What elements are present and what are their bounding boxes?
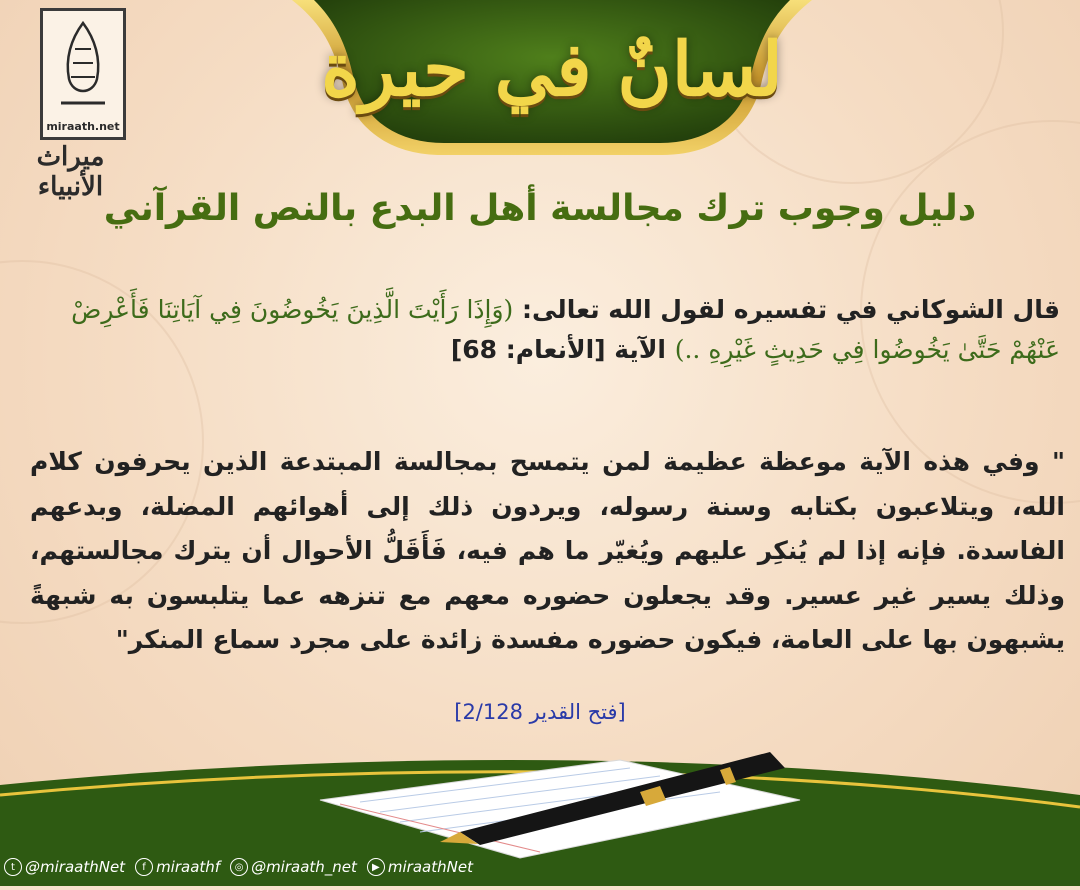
social-links xyxy=(0,852,473,882)
logo-frame xyxy=(40,8,126,140)
social-facebook[interactable] xyxy=(135,858,220,876)
youtube-icon: ▶ xyxy=(367,858,385,876)
paper-and-pen-icon xyxy=(300,740,820,860)
social-youtube[interactable] xyxy=(367,858,473,876)
header-title: لسانٌ في حيرة xyxy=(321,27,783,113)
commentary-text: " وفي هذه الآية موعظة عظيمة لمن يتمسح بمجالسة المبتدعة الذين يحرفون كلام الله، ويتلاعبون بكتابه وسنة رسوله، ويردون ذلك إلى أهوائهم المضلة، وبدعهم الفاسدة. فإنه إذا لم يُنكِر عليهم ويُغيّر ما هم فيه، فَأَقَلُّ الأحوال أن يترك مجالستهم، وذلك يسير غير عسير. وقد يجعلون حضوره معهم مع تنزهه عما يتلبسون به شبهةً يشبهون بها على العامة، فيكون حضوره مفسدة زائدة على مجرد سماع المنكر" xyxy=(30,447,1065,654)
quote-intro: قال الشوكاني في تفسيره لقول الله تعالى: xyxy=(513,295,1060,324)
calligraphy-emblem-icon xyxy=(51,19,115,111)
header-badge xyxy=(292,0,812,160)
quote-block xyxy=(30,290,1060,370)
page-title: دليل وجوب ترك مجالسة أهل البدع بالنص القرآني xyxy=(103,188,977,229)
logo xyxy=(8,8,133,202)
social-instagram[interactable] xyxy=(230,858,357,876)
social-handle: miraathNet xyxy=(387,858,473,876)
twitter-icon: t xyxy=(4,858,22,876)
source-citation: [فتح القدير 2/128] xyxy=(454,700,626,724)
social-handle: @miraathNet xyxy=(25,858,126,876)
instagram-icon: ◎ xyxy=(230,858,248,876)
quran-verse: (وَإِذَا رَأَيْتَ الَّذِينَ يَخُوضُونَ فِي آيَاتِنَا فَأَعْرِضْ عَنْهُمْ حَتَّىٰ يَخُوضُوا فِي حَدِيثٍ غَيْرِهِ ..) xyxy=(71,295,1060,364)
social-handle: miraathf xyxy=(156,858,221,876)
social-twitter[interactable] xyxy=(4,858,125,876)
logo-name: ميراث الأنبياء xyxy=(36,142,105,202)
facebook-icon: f xyxy=(135,858,153,876)
verse-reference: الآية [الأنعام: 68] xyxy=(450,335,675,364)
social-handle: @miraath_net xyxy=(251,858,357,876)
logo-url: miraath.net xyxy=(46,120,120,133)
